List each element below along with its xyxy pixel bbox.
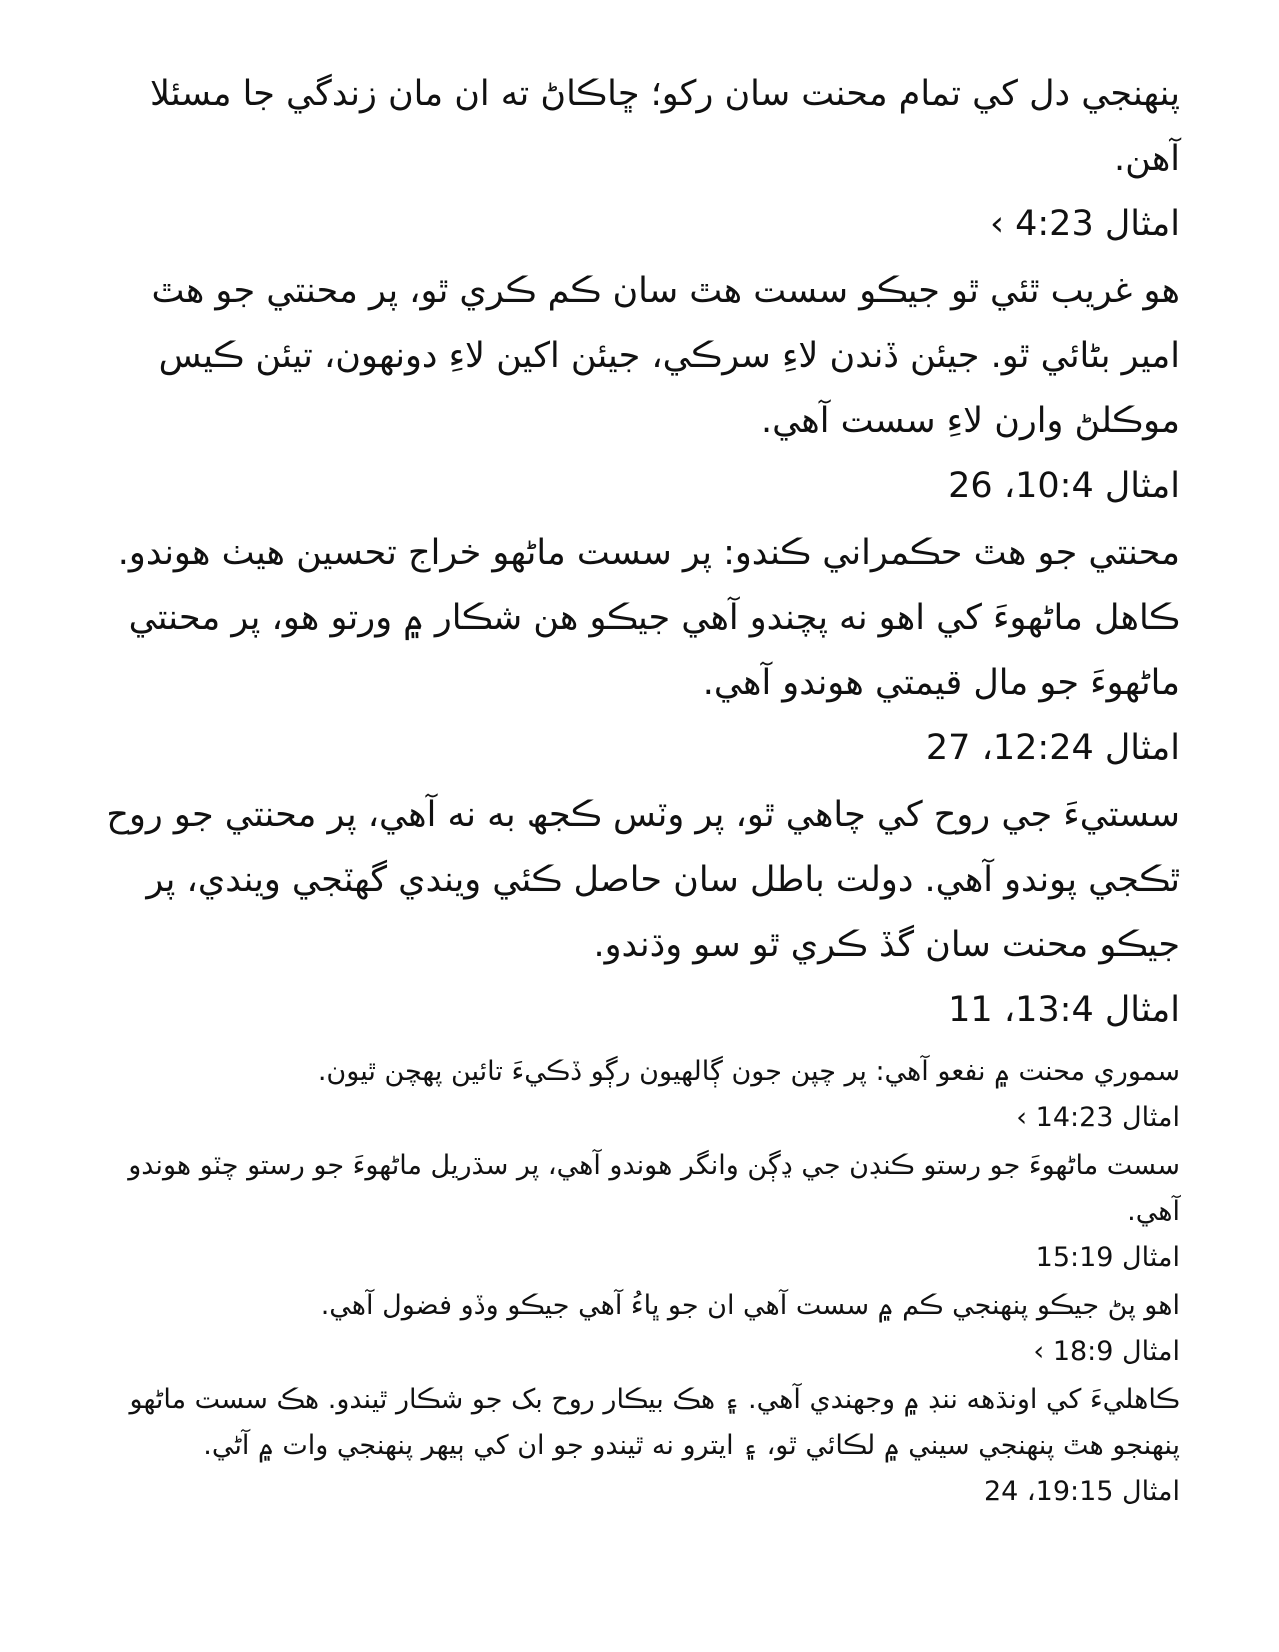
verse-proverbs-10-4-26 (95, 259, 1180, 519)
verse-proverbs-18-9 (95, 1283, 1180, 1375)
verse-text: سموري محنت ۾ نفعو آهي: پر چپن جون ڳالهيون رڳو ڏڪيءَ تائين پهچن ٿيون. (317, 1056, 1180, 1087)
verse-proverbs-13-4-11 (95, 783, 1180, 1043)
verse-text: اهو پڻ جيڪو پنهنجي ڪم ۾ سست آهي ان جو ڀاءُ آهي جيڪو وڏو فضول آهي. (320, 1290, 1180, 1321)
verse-proverbs-19-15-24 (95, 1377, 1180, 1515)
verse-reference: امثال 14:23 › (1016, 1102, 1180, 1133)
verse-reference: امثال 18:9 › (1033, 1336, 1180, 1367)
verse-text: محنتي جو هٿ حڪمراني ڪندو: پر سست ماڻهو خراج تحسين هيٺ هوندو. ڪاهل ماڻهوءَ کي اهو نه پچندو آهي جيڪو هن شڪار ۾ ورتو هو، پر محنتي ماڻهوءَ جو مال قيمتي هوندو آهي. (117, 533, 1180, 703)
verse-text: سست ماڻهوءَ جو رستو ڪنڊن جي ڍڳن وانگر هوندو آهي، پر سڌريل ماڻهوءَ جو رستو چٽو هوندو آهي. (128, 1150, 1180, 1227)
verse-reference: امثال 10:4، 26 (948, 466, 1180, 506)
verse-text: پنهنجي دل کي تمام محنت سان رکو؛ ڇاڪاڻ ته ان مان زندگي جا مسئلا آهن. (150, 74, 1180, 179)
verse-proverbs-12-24-27 (95, 521, 1180, 781)
verse-text: سستيءَ جي روح کي چاهي ٿو، پر وٽس ڪجھ به نه آهي، پر محنتي جو روح ٿڪجي پوندو آهي. دولت باطل سان حاصل ڪئي ويندي گهٽجي ويندي، پر جيڪو محنت سان گڏ ڪري ٿو سو وڌندو. (106, 795, 1180, 965)
verse-proverbs-4-23 (95, 62, 1180, 257)
verse-reference: امثال 13:4، 11 (948, 990, 1180, 1030)
verse-proverbs-14-23 (95, 1049, 1180, 1141)
verse-text: ڪاهليءَ کي اونڌهه ننڊ ۾ وجهندي آهي. ۽ هڪ بيڪار روح بک جو شڪار ٿيندو. هڪ سست ماڻهو پنهنجو هٿ پنهنجي سيني ۾ لڪائي ٿو، ۽ ايترو نه ٿيندو جو ان کي ٻيهر پنهنجي وات ۾ آڻي. (129, 1384, 1180, 1461)
verse-reference: امثال 12:24، 27 (925, 728, 1180, 768)
verse-text: هو غريب ٿئي ٿو جيڪو سست هٿ سان ڪم ڪري ٿو، پر محنتي جو هٿ امير بڻائي ٿو. جيئن ڏندن لاءِ سرڪي، جيئن اکين لاءِ دونهون، تيئن ڪيس موڪلڻ وارن لاءِ سست آهي. (151, 271, 1180, 441)
document-page (95, 62, 1180, 1515)
verse-reference: امثال 4:23 › (990, 204, 1180, 244)
verse-proverbs-15-19 (95, 1143, 1180, 1281)
verse-reference: امثال 19:15، 24 (983, 1476, 1180, 1507)
verse-reference: امثال 15:19 (1035, 1242, 1180, 1273)
